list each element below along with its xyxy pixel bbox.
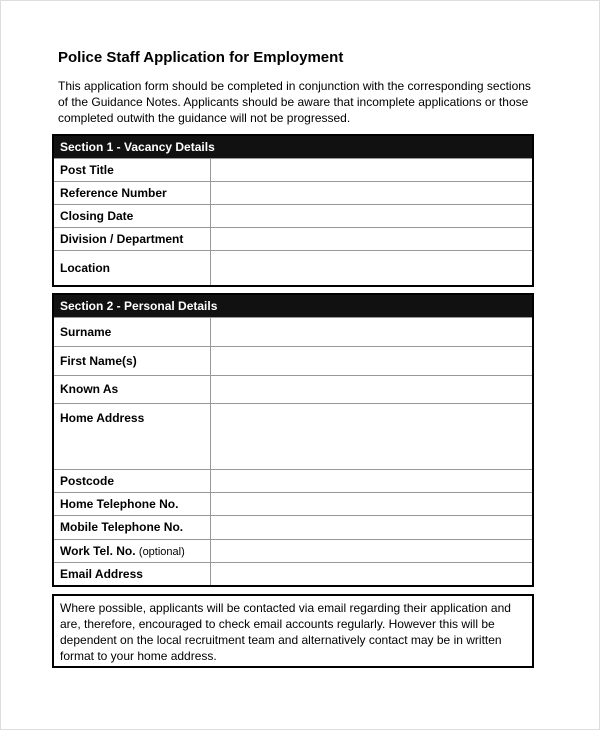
postcode-input[interactable] — [211, 470, 532, 492]
work-telephone-input[interactable] — [211, 540, 532, 562]
division-department-input[interactable] — [211, 228, 532, 250]
form-row — [54, 562, 532, 585]
field-label: Known As — [54, 376, 211, 403]
home-telephone-input[interactable] — [211, 493, 532, 515]
known-as-input[interactable] — [211, 376, 532, 403]
field-label: Location — [54, 251, 211, 285]
field-label: Mobile Telephone No. — [54, 516, 211, 539]
location-input[interactable] — [211, 251, 532, 285]
field-label: Email Address — [54, 563, 211, 585]
optional-note: (optional) — [138, 546, 185, 558]
field-label: Postcode — [54, 470, 211, 492]
page-title: Police Staff Application for Employment — [58, 49, 344, 66]
reference-number-input[interactable] — [211, 182, 532, 204]
section-header: Section 2 - Personal Details — [54, 295, 532, 317]
section-header: Section 1 - Vacancy Details — [54, 136, 532, 158]
email-address-input[interactable] — [211, 563, 532, 585]
home-address-input[interactable] — [211, 404, 532, 469]
closing-date-input[interactable] — [211, 205, 532, 227]
form-row — [54, 403, 532, 469]
form-row — [54, 375, 532, 403]
form-row — [54, 492, 532, 515]
surname-input[interactable] — [211, 318, 532, 346]
work-tel-label: Work Tel. No. — [60, 544, 136, 558]
form-row — [54, 469, 532, 492]
field-label: First Name(s) — [54, 347, 211, 375]
field-label: Closing Date — [54, 205, 211, 227]
field-label: Home Address — [54, 404, 211, 469]
form-row — [54, 158, 532, 181]
field-label: Division / Department — [54, 228, 211, 250]
intro-text: This application form should be completed in conjunction with the corresponding sections of the Guidance Notes. Applicants should be aware that incomplete applications or those completed outwith the guidance will not be progressed. — [58, 79, 531, 125]
section-personal-details — [52, 293, 534, 587]
form-row — [54, 204, 532, 227]
form-row — [54, 250, 532, 285]
post-title-input[interactable] — [211, 159, 532, 181]
field-label: Home Telephone No. — [54, 493, 211, 515]
form-row — [54, 346, 532, 375]
mobile-telephone-input[interactable] — [211, 516, 532, 539]
field-label: Surname — [54, 318, 211, 346]
form-row — [54, 317, 532, 346]
field-label — [54, 540, 211, 562]
contact-note: Where possible, applicants will be contacted via email regarding their application and are, therefore, encouraged to check email accounts regularly. However this will be dependent on the local recruitment team and alternatively contact may be in written format to your home address. — [52, 594, 534, 668]
field-label: Reference Number — [54, 182, 211, 204]
form-row — [54, 515, 532, 539]
form-row — [54, 539, 532, 562]
first-name-input[interactable] — [211, 347, 532, 375]
field-label: Post Title — [54, 159, 211, 181]
section-vacancy-details — [52, 134, 534, 287]
form-row — [54, 227, 532, 250]
form-row — [54, 181, 532, 204]
